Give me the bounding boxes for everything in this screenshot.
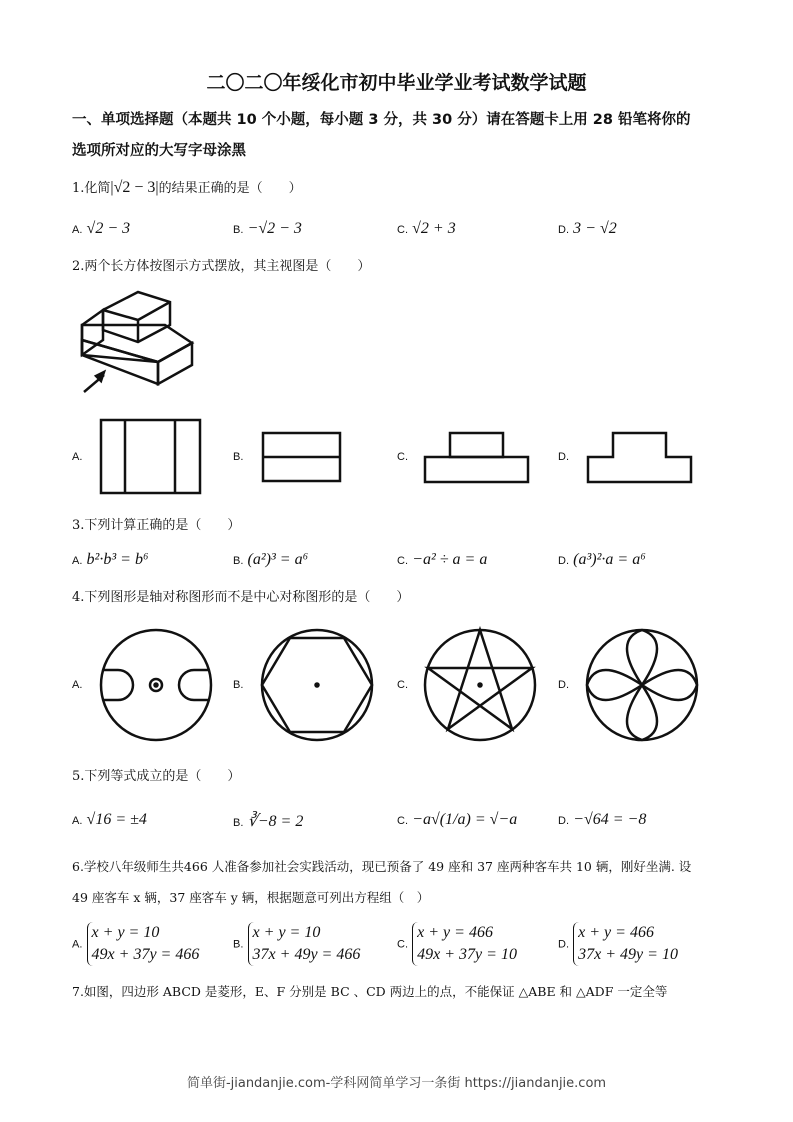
question-7: 7.如图，四边形 ABCD 是菱形，E、F 分别是 BC 、CD 两边上的点，不能保证 △ABE 和 △ADF 一定全等 [72, 984, 668, 999]
option-label: C. [397, 938, 408, 951]
q6-option-c [397, 922, 517, 966]
question-4: 4.下列图形是轴对称图形而不是中心对称图形的是（ ） [72, 590, 410, 605]
option-label: A. [72, 938, 83, 951]
q2-option-a-label: A. [72, 451, 83, 463]
circle-a-figure [101, 630, 211, 740]
option-a: √2 − 3 [86, 220, 131, 237]
circle-d-figure [587, 630, 697, 740]
option-label: D. [558, 224, 569, 236]
option-b: (a²)³ = a⁶ [247, 551, 309, 568]
q4-option-a-label: A. [72, 679, 83, 691]
equation: x + y = 10 [91, 924, 160, 941]
option-c: −a² ÷ a = a [412, 551, 488, 568]
section-heading-cont: 选项所对应的大写字母涂黑 [72, 143, 246, 159]
question-6: 6.学校八年级师生共466 人准备参加社会实践活动，现已预备了 49 座和 37 座两种客车共 10 辆，刚好坐满. 设 [72, 859, 692, 874]
q6-option-d [558, 922, 678, 966]
circle-b-figure [262, 630, 372, 740]
equation: 37x + 49y = 10 [578, 946, 678, 963]
option-c: −a√(1/a) = √−a [412, 811, 518, 828]
question-5: 5.下列等式成立的是（ ） [72, 769, 241, 784]
q4-option-c-label: C. [397, 679, 408, 691]
equation: 37x + 49y = 466 [252, 946, 361, 963]
equation: x + y = 466 [417, 924, 493, 941]
option-d-figure [588, 433, 691, 482]
option-label: D. [558, 815, 569, 827]
option-label: B. [233, 555, 244, 567]
option-a: b²·b³ = b⁶ [86, 551, 149, 568]
q1-stem: 1.化简 [72, 181, 111, 196]
q6-option-a [72, 922, 199, 966]
equation: x + y = 466 [578, 924, 654, 941]
option-label: B. [233, 224, 244, 236]
equation: 49x + 37y = 10 [417, 946, 517, 963]
option-label: A. [72, 815, 83, 827]
question-3: 3.下列计算正确的是（ ） [72, 518, 241, 533]
stacked-boxes-figure [82, 292, 192, 392]
q4-option-b-label: B. [233, 679, 244, 691]
option-label: D. [558, 938, 569, 951]
section-heading: 一、单项选择题（本题共 10 个小题，每小题 3 分，共 30 分）请在答题卡上用 28 铅笔将你的 [72, 112, 691, 128]
option-b-figure [263, 433, 340, 481]
equation: 49x + 37y = 466 [91, 946, 200, 963]
option-label: C. [397, 555, 408, 567]
option-label: A. [72, 555, 83, 567]
q4-option-d-label: D. [558, 679, 569, 691]
option-label: C. [397, 815, 408, 827]
option-a-figure [101, 420, 200, 493]
option-label: D. [558, 555, 569, 567]
option-c: √2 + 3 [412, 220, 456, 237]
q1-expression: |√2 − 3| [110, 179, 159, 196]
q2-option-c-label: C. [397, 451, 408, 463]
option-d: −√64 = −8 [573, 811, 647, 828]
q2-option-b-label: B. [233, 451, 244, 463]
option-label: C. [397, 224, 408, 236]
q2-option-d-label: D. [558, 451, 569, 463]
option-label: A. [72, 224, 83, 236]
option-d: (a³)²·a = a⁶ [573, 551, 646, 568]
equation: x + y = 10 [252, 924, 321, 941]
question-2: 2.两个长方体按图示方式摆放，其主视图是（ ） [72, 259, 371, 274]
circle-c-figure [425, 630, 535, 740]
option-a: √16 = ±4 [86, 811, 147, 828]
q1-stem-end: 的结果正确的是（ ） [158, 181, 302, 196]
option-label: B. [233, 817, 244, 829]
question-6-cont: 49 座客车 x 辆，37 座客车 y 辆，根据题意可列出方程组（ ） [72, 890, 430, 905]
option-b: ∛−8 = 2 [247, 813, 304, 830]
q6-option-b [233, 922, 360, 966]
footer-watermark: 简单街-jiandanjie.com-学科网简单学习一条街 https://jiandanjie.com [186, 1076, 607, 1091]
page-title: 二〇二〇年绥化市初中毕业学业考试数学试题 [206, 72, 587, 94]
option-d: 3 − √2 [573, 220, 617, 237]
option-label: B. [233, 938, 244, 951]
option-b: −√2 − 3 [247, 220, 302, 237]
option-c-figure [425, 433, 528, 482]
